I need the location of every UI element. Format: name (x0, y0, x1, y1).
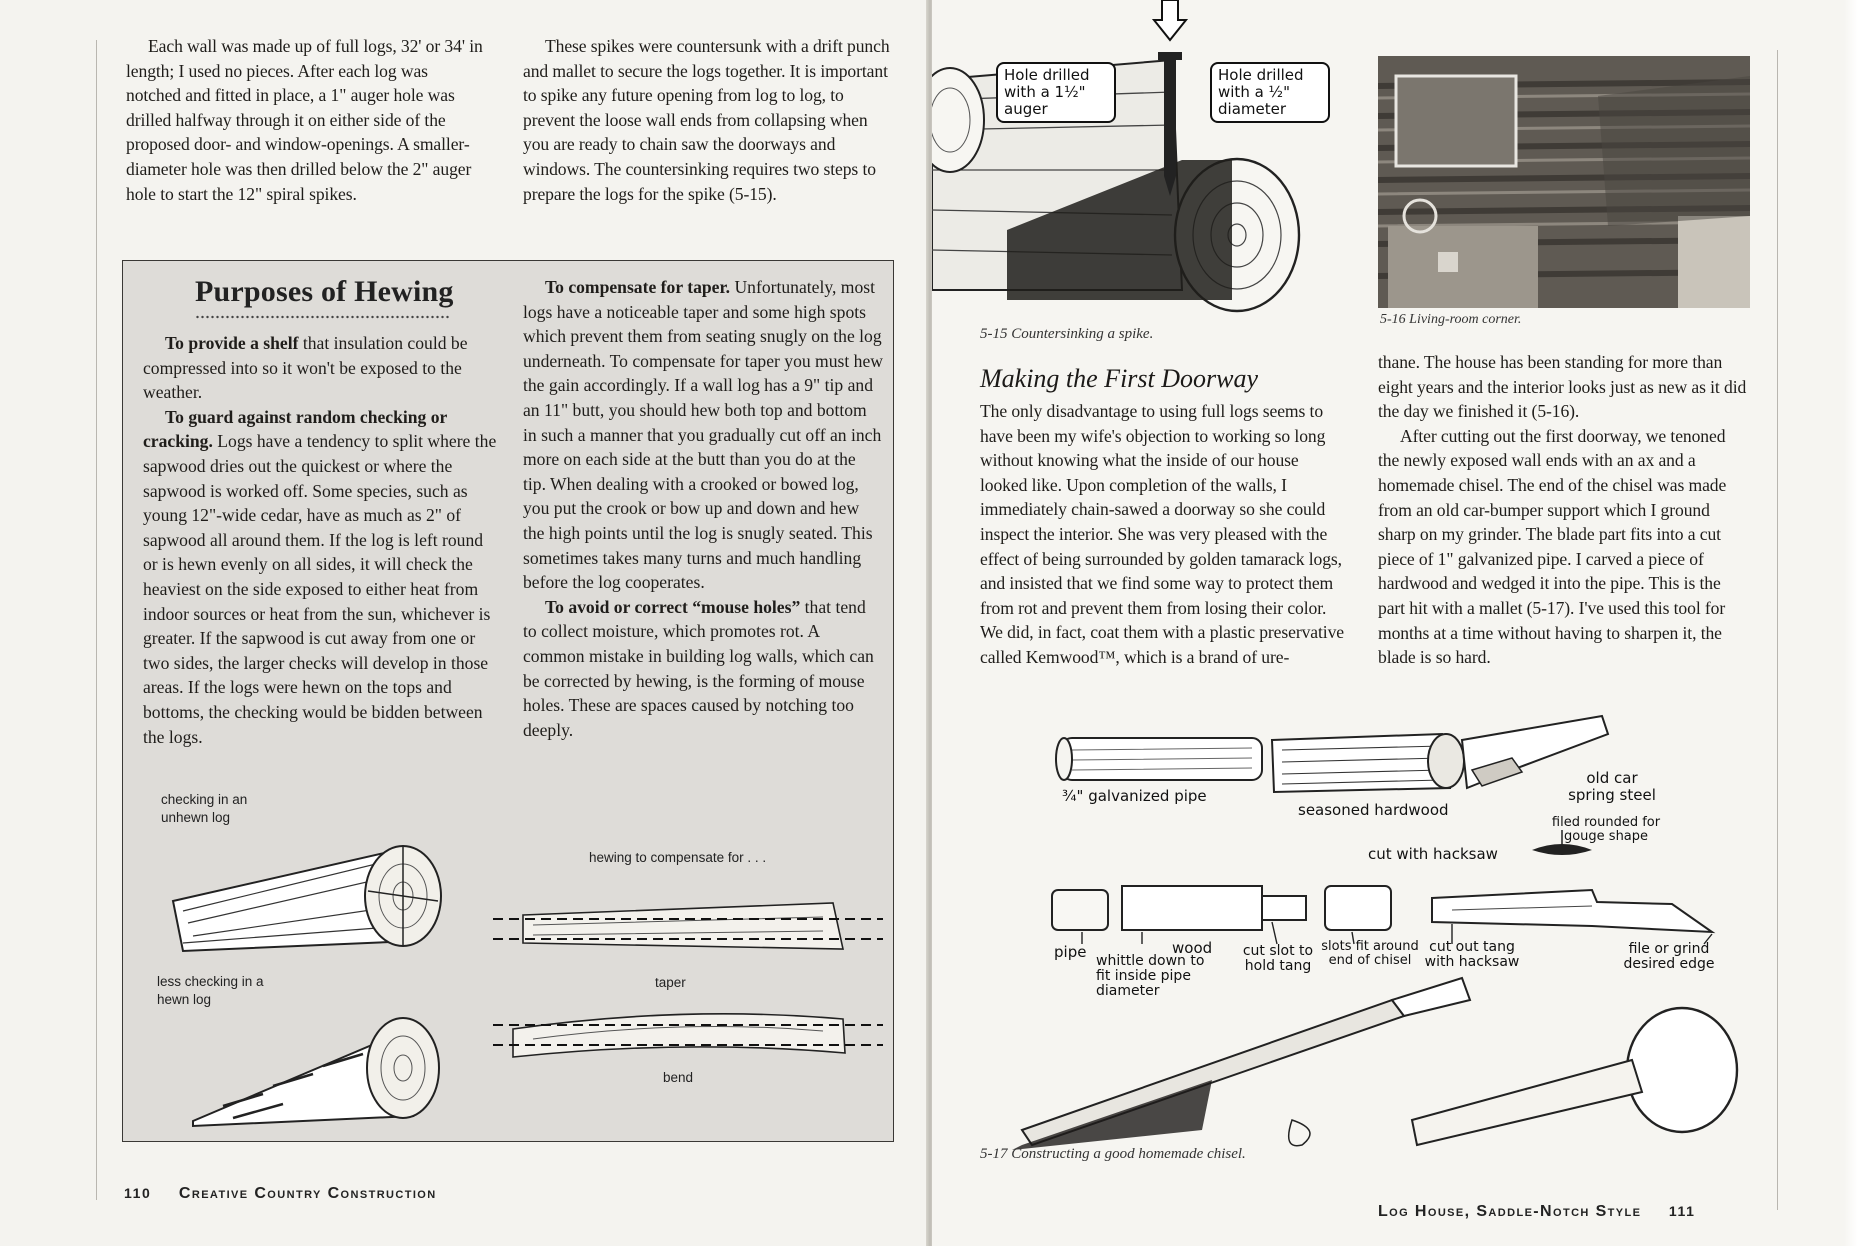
unhewn-log-illustration (163, 831, 463, 981)
label-hole-diameter (1210, 62, 1330, 123)
page-number: 110 (124, 1185, 152, 1201)
hewn-log-illustration (163, 986, 463, 1136)
sidebar-title: Purposes of Hewing (195, 275, 454, 308)
label-file-grind: file or grind desired edge (1623, 941, 1715, 972)
section-heading: Making the First Doorway (980, 364, 1259, 393)
label-taper: taper (655, 975, 686, 990)
label-bend: bend (663, 1070, 694, 1085)
margin-rule (1777, 50, 1778, 1210)
page-edge (1844, 0, 1858, 1246)
paragraph-text: that insulation could be compressed into so it won't be exposed to the weather. (143, 333, 468, 403)
sidebar-col1 (143, 331, 497, 749)
page-number: 111 (1668, 1203, 1696, 1219)
label-checking-unhewn: checking in an unhewn log (161, 792, 248, 825)
right-page (932, 0, 1858, 1246)
label-cut-tang: cut out tang with hacksaw (1424, 939, 1520, 970)
margin-rule (96, 40, 97, 1200)
paragraph: After cutting out the first doorway, we tenoned the newly exposed wall ends with an ax and a homemade chisel. The end of the chisel was made from an old car-bumper support which I ground sharp on my grinder. The blade part fits into a cut piece of 1" galvanized pipe. I carved a piece of hardwood and wedged it into the pipe. This is the part hit with a mallet (5-17). I've used this tool for months at a time without having to sharpen it, the blade is so hard. (1378, 425, 1727, 668)
paragraph: Each wall was made up of full logs, 32' or 34' in length; I used no pieces. After each log was notched and fitted in place, a 1" auger hole was drilled halfway through it on either side of the proposed door- and window-openings. A smaller-diameter hole was then drilled below the 2" auger hole to start the 12" spiral spikes. (126, 36, 483, 204)
taper-log-illustration (493, 897, 883, 957)
paragraph (143, 405, 497, 749)
paragraph-text: that tend to collect moisture, which promotes rot. A common mistake in building log walls, which can be corrected by hewing, is the forming of mouse holes. These are spaces caused by notching too deeply. (523, 596, 874, 740)
right-col1-text (980, 399, 1346, 670)
lead-phrase: To guard against random checking or cracking. (143, 406, 448, 452)
label-whittle-down: whittle down to fit inside pipe diameter (1096, 953, 1205, 999)
label-text: Hole drilled with a 1½" auger (1004, 66, 1090, 118)
lead-phrase: To compensate for taper. (545, 277, 731, 297)
label-galvanized-pipe: ¾" galvanized pipe (1062, 787, 1207, 805)
caption-5-16: 5-16 Living-room corner. (1380, 312, 1522, 327)
label-hewing-compensate: hewing to compensate for . . . (589, 850, 767, 865)
paragraph (523, 275, 883, 595)
paragraph-text: Unfortunately, most logs have a noticeable taper and some high spots which prevent them from seating snugly on the log underneath. To compensate for taper you must hew the gain accordingly. If a wall log has a 9" tip and an 11" butt, you should hew both top and bottom in such a manner that you gradually cut off an inch more on each side at the butt than you do at the tip. When dealing with a crooked or bowed log, you put the crook or bow up and down and hew the high points until the log is snugly seated. This sometimes takes many turns and much handling before the log cooperates. (523, 277, 883, 593)
countersink-spike-illustration (932, 0, 1332, 300)
label-pipe: pipe (1054, 943, 1087, 961)
title-dotted-rule (195, 315, 449, 319)
label-checking-hewn: less checking in a hewn log (157, 974, 264, 1007)
lead-phrase: To avoid or correct “mouse holes” (545, 596, 801, 617)
label-hole-auger (996, 62, 1116, 123)
caption-5-17: 5-17 Constructing a good homemade chisel. (980, 1146, 1246, 1162)
left-page (0, 0, 928, 1246)
paragraph: thane. The house has been standing for more than eight years and the interior looks just as new as it did the day we finished it (5-16). (1378, 352, 1747, 422)
paragraph (143, 331, 497, 405)
paragraph (523, 595, 883, 743)
left-folio (124, 1185, 437, 1203)
running-title: Creative Country Construction (178, 1185, 437, 1202)
right-folio (1378, 1203, 1696, 1221)
label-filed-rounded: filed rounded for gouge shape (1551, 815, 1661, 844)
chisel-construction-illustration (992, 700, 1772, 1150)
sidebar-col2 (523, 275, 883, 742)
living-room-photo (1378, 56, 1750, 308)
left-col2-text (523, 34, 893, 206)
left-col1-text (126, 34, 486, 206)
paragraph-text: Logs have a tendency to split where the sapwood dries out the quickest or where the sapwood is worked off. Some species, such as young 12"-wide cedar, have as much as 2" of sapwood all around them. If the log is left round or is hewn evenly on all sides, it will check the heaviest on the side exposed to either heat from indoor sources or heat from the sun, whichever is greater. If the sapwood is cut away from one or two sides, the larger checks will develop in those areas. If the logs were hewn on the tops and bottoms, the checking would be bidden between the logs. (143, 431, 497, 747)
running-title: Log House, Saddle-Notch Style (1378, 1203, 1642, 1220)
label-cut-hacksaw: cut with hacksaw (1368, 845, 1498, 863)
paragraph: The only disadvantage to using full logs seems to have been my wife's objection to working so long without knowing what the inside of our house looked like. Upon completion of the walls, I immediately chain-sawed a doorway so she could inspect the interior. She was very pleased with the effect of being surrounded by golden tamarack logs, and insisted that we find some way to protect them from rot and prevent them from losing their color. We did, in fact, coat them with a plastic preservative called Kemwood™, which is a brand of ure- (980, 401, 1344, 667)
label-seasoned-hardwood: seasoned hardwood (1298, 801, 1449, 819)
label-text: Hole drilled with a ½" diameter (1218, 66, 1304, 118)
caption-5-15: 5-15 Countersinking a spike. (980, 326, 1154, 342)
hewing-sidebar (122, 260, 894, 1142)
label-spring-steel: old car spring steel (1568, 769, 1656, 804)
label-slots-fit: slots fit around end of chisel (1321, 939, 1419, 968)
label-wood: wood (1172, 939, 1213, 957)
paragraph: These spikes were countersunk with a drift punch and mallet to secure the logs together. It is important to spike any future opening from log to log, to prevent the loose wall ends from collapsing when you are ready to chain saw the doorways and windows. The countersinking requires two steps to prepare the logs for the spike (5-15). (523, 36, 890, 204)
bend-log-illustration (493, 1001, 883, 1061)
photo-shapes (1378, 56, 1750, 308)
lead-phrase: To provide a shelf (165, 333, 299, 353)
right-col2-text (1378, 350, 1750, 670)
label-cut-slot: cut slot to hold tang (1242, 943, 1314, 974)
